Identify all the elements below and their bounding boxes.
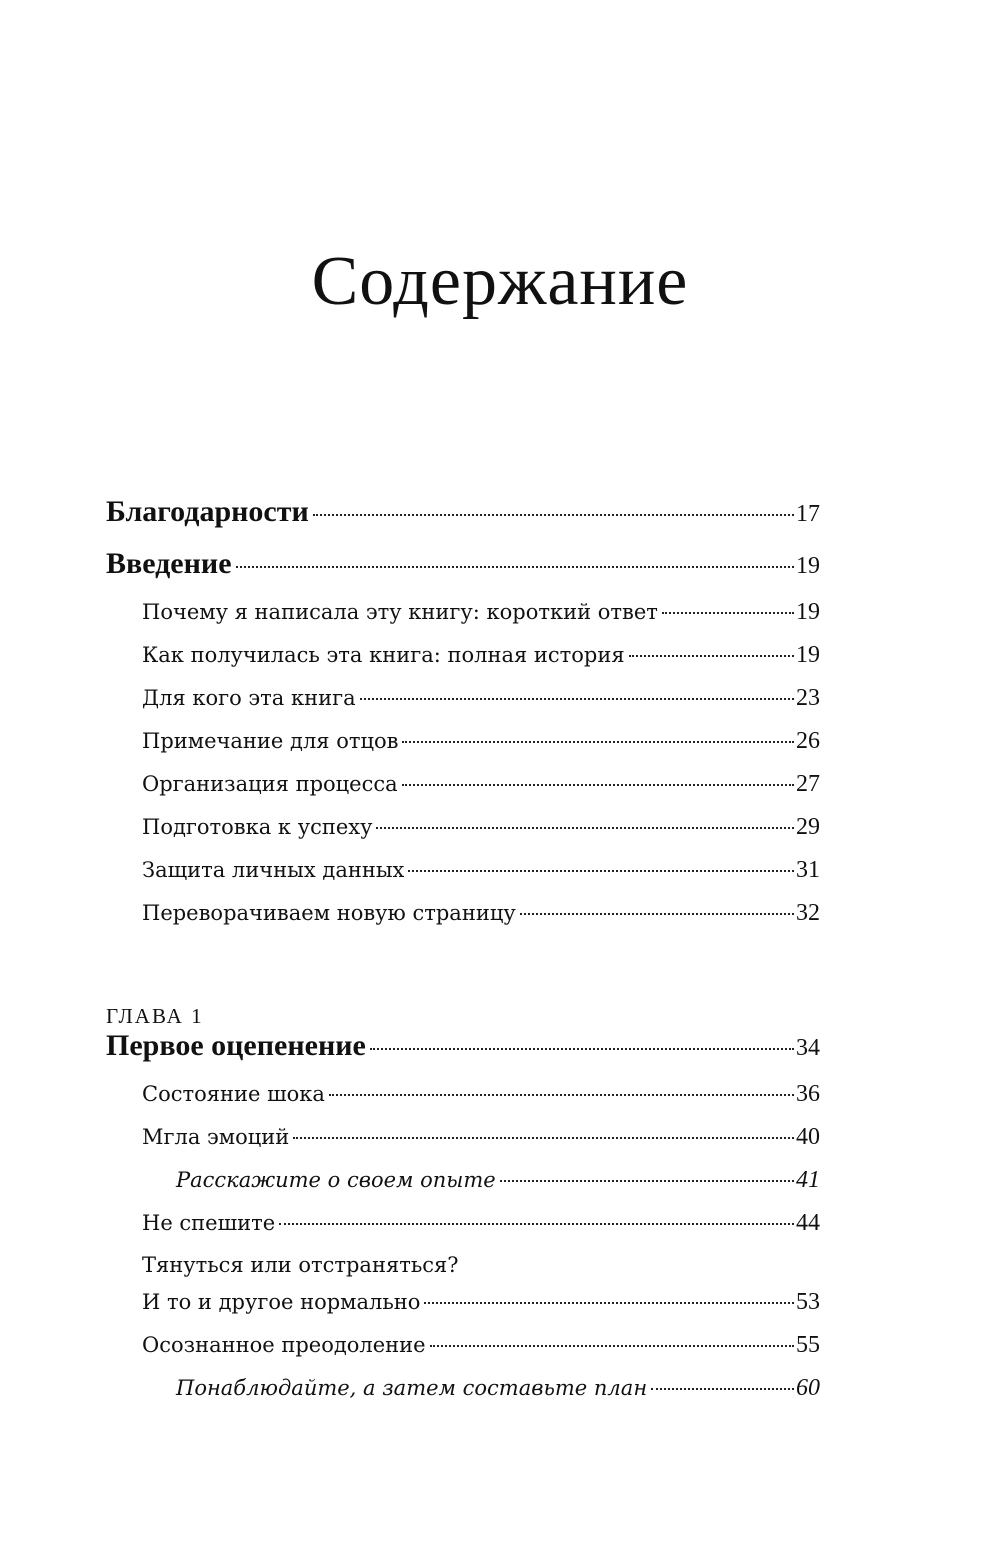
- toc-entry-page: 60: [796, 1375, 820, 1401]
- dot-leader: [408, 870, 794, 872]
- dot-leader: [651, 1388, 794, 1390]
- dot-leader: [329, 1094, 794, 1096]
- toc-entry[interactable]: [106, 1124, 820, 1167]
- toc-entry-introduction[interactable]: [106, 547, 820, 599]
- toc-entry-title: Состояние шока: [142, 1082, 325, 1106]
- toc-entry[interactable]: [106, 1210, 820, 1253]
- toc-entry[interactable]: [106, 1332, 820, 1375]
- dot-leader: [313, 514, 794, 516]
- dot-leader: [424, 1302, 794, 1304]
- toc-entry-exercise[interactable]: [106, 1375, 820, 1418]
- toc-entry-second-line[interactable]: [106, 1289, 820, 1332]
- dot-leader: [376, 827, 794, 829]
- toc-entry-chapter-1[interactable]: [106, 1029, 820, 1081]
- toc-entry[interactable]: [106, 771, 820, 814]
- toc-entry-title: Подготовка к успеху: [142, 815, 373, 839]
- toc-entry-page: 19: [796, 553, 820, 579]
- dot-leader: [370, 1048, 794, 1050]
- toc-entry-page: 41: [796, 1167, 820, 1193]
- dot-leader: [236, 566, 794, 568]
- toc-entry[interactable]: [106, 685, 820, 728]
- toc-entry-title: Защита личных данных: [142, 858, 405, 882]
- toc-entry-title: Тянуться или отстраняться?: [142, 1253, 459, 1277]
- page-title: Содержание: [311, 243, 689, 320]
- toc-entry-title: Как получилась эта книга: полная история: [142, 643, 625, 667]
- toc-entry-page: 23: [796, 685, 820, 711]
- section-spacer: [106, 943, 820, 985]
- toc-entry[interactable]: [106, 599, 820, 642]
- toc-entry-title: Введение: [106, 547, 232, 580]
- chapter-label: ГЛАВА 1: [106, 1004, 204, 1028]
- toc-entry[interactable]: [106, 814, 820, 857]
- dot-leader: [629, 655, 794, 657]
- toc-entry-page: 36: [796, 1081, 820, 1107]
- dot-leader: [662, 612, 794, 614]
- toc-entry-page: 26: [796, 728, 820, 754]
- toc-entry-title: Осознанное преодоление: [142, 1333, 426, 1357]
- toc-entry-page: 53: [796, 1289, 820, 1315]
- toc-entry[interactable]: [106, 857, 820, 900]
- dot-leader: [360, 698, 794, 700]
- toc-entry-exercise[interactable]: [106, 1167, 820, 1210]
- toc-entry-page: 55: [796, 1332, 820, 1358]
- dot-leader: [500, 1180, 794, 1182]
- toc-entry-page: 19: [796, 642, 820, 668]
- dot-leader: [402, 741, 794, 743]
- dot-leader: [430, 1345, 794, 1347]
- toc-entry[interactable]: [106, 1081, 820, 1124]
- toc-entry-title: Не спешите: [142, 1211, 276, 1235]
- toc-entry-title: Примечание для отцов: [142, 729, 399, 753]
- toc-entry-first-line[interactable]: [106, 1253, 820, 1289]
- toc-entry[interactable]: [106, 728, 820, 771]
- toc-entry-title: Первое оцепенение: [106, 1029, 366, 1062]
- toc-entry[interactable]: [106, 642, 820, 685]
- dot-leader: [520, 913, 794, 915]
- toc-entry-title: Понаблюдайте, а затем составьте план: [176, 1376, 648, 1400]
- toc-entry-page: 44: [796, 1210, 820, 1236]
- toc-entry-title: Переворачиваем новую страницу: [142, 901, 516, 925]
- toc-entry-page: 27: [796, 771, 820, 797]
- toc-entry-page: 40: [796, 1124, 820, 1150]
- toc-entry-title: Благодарности: [106, 495, 309, 528]
- dot-leader: [293, 1137, 794, 1139]
- toc-entry-title: Почему я написала эту книгу: короткий ответ: [142, 600, 658, 624]
- toc-entry-page: 19: [796, 599, 820, 625]
- toc-entry-title: Организация процесса: [142, 772, 398, 796]
- toc-entry-page: 34: [796, 1035, 820, 1061]
- toc-entry-title: Для кого эта книга: [142, 686, 356, 710]
- toc-entry-page: 31: [796, 857, 820, 883]
- toc-entry-title: И то и другое нормально: [142, 1290, 421, 1314]
- toc-entry-title: Расскажите о своем опыте: [176, 1168, 496, 1192]
- toc-entry-title: Мгла эмоций: [142, 1125, 290, 1149]
- dot-leader: [279, 1223, 794, 1225]
- toc-entry-page: 17: [796, 501, 820, 527]
- toc-entry-page: 29: [796, 814, 820, 840]
- dot-leader: [402, 784, 794, 786]
- toc-entry-acknowledgements[interactable]: [106, 495, 820, 547]
- toc-entry[interactable]: [106, 900, 820, 943]
- table-of-contents: [106, 495, 820, 1418]
- toc-entry-page: 32: [796, 900, 820, 926]
